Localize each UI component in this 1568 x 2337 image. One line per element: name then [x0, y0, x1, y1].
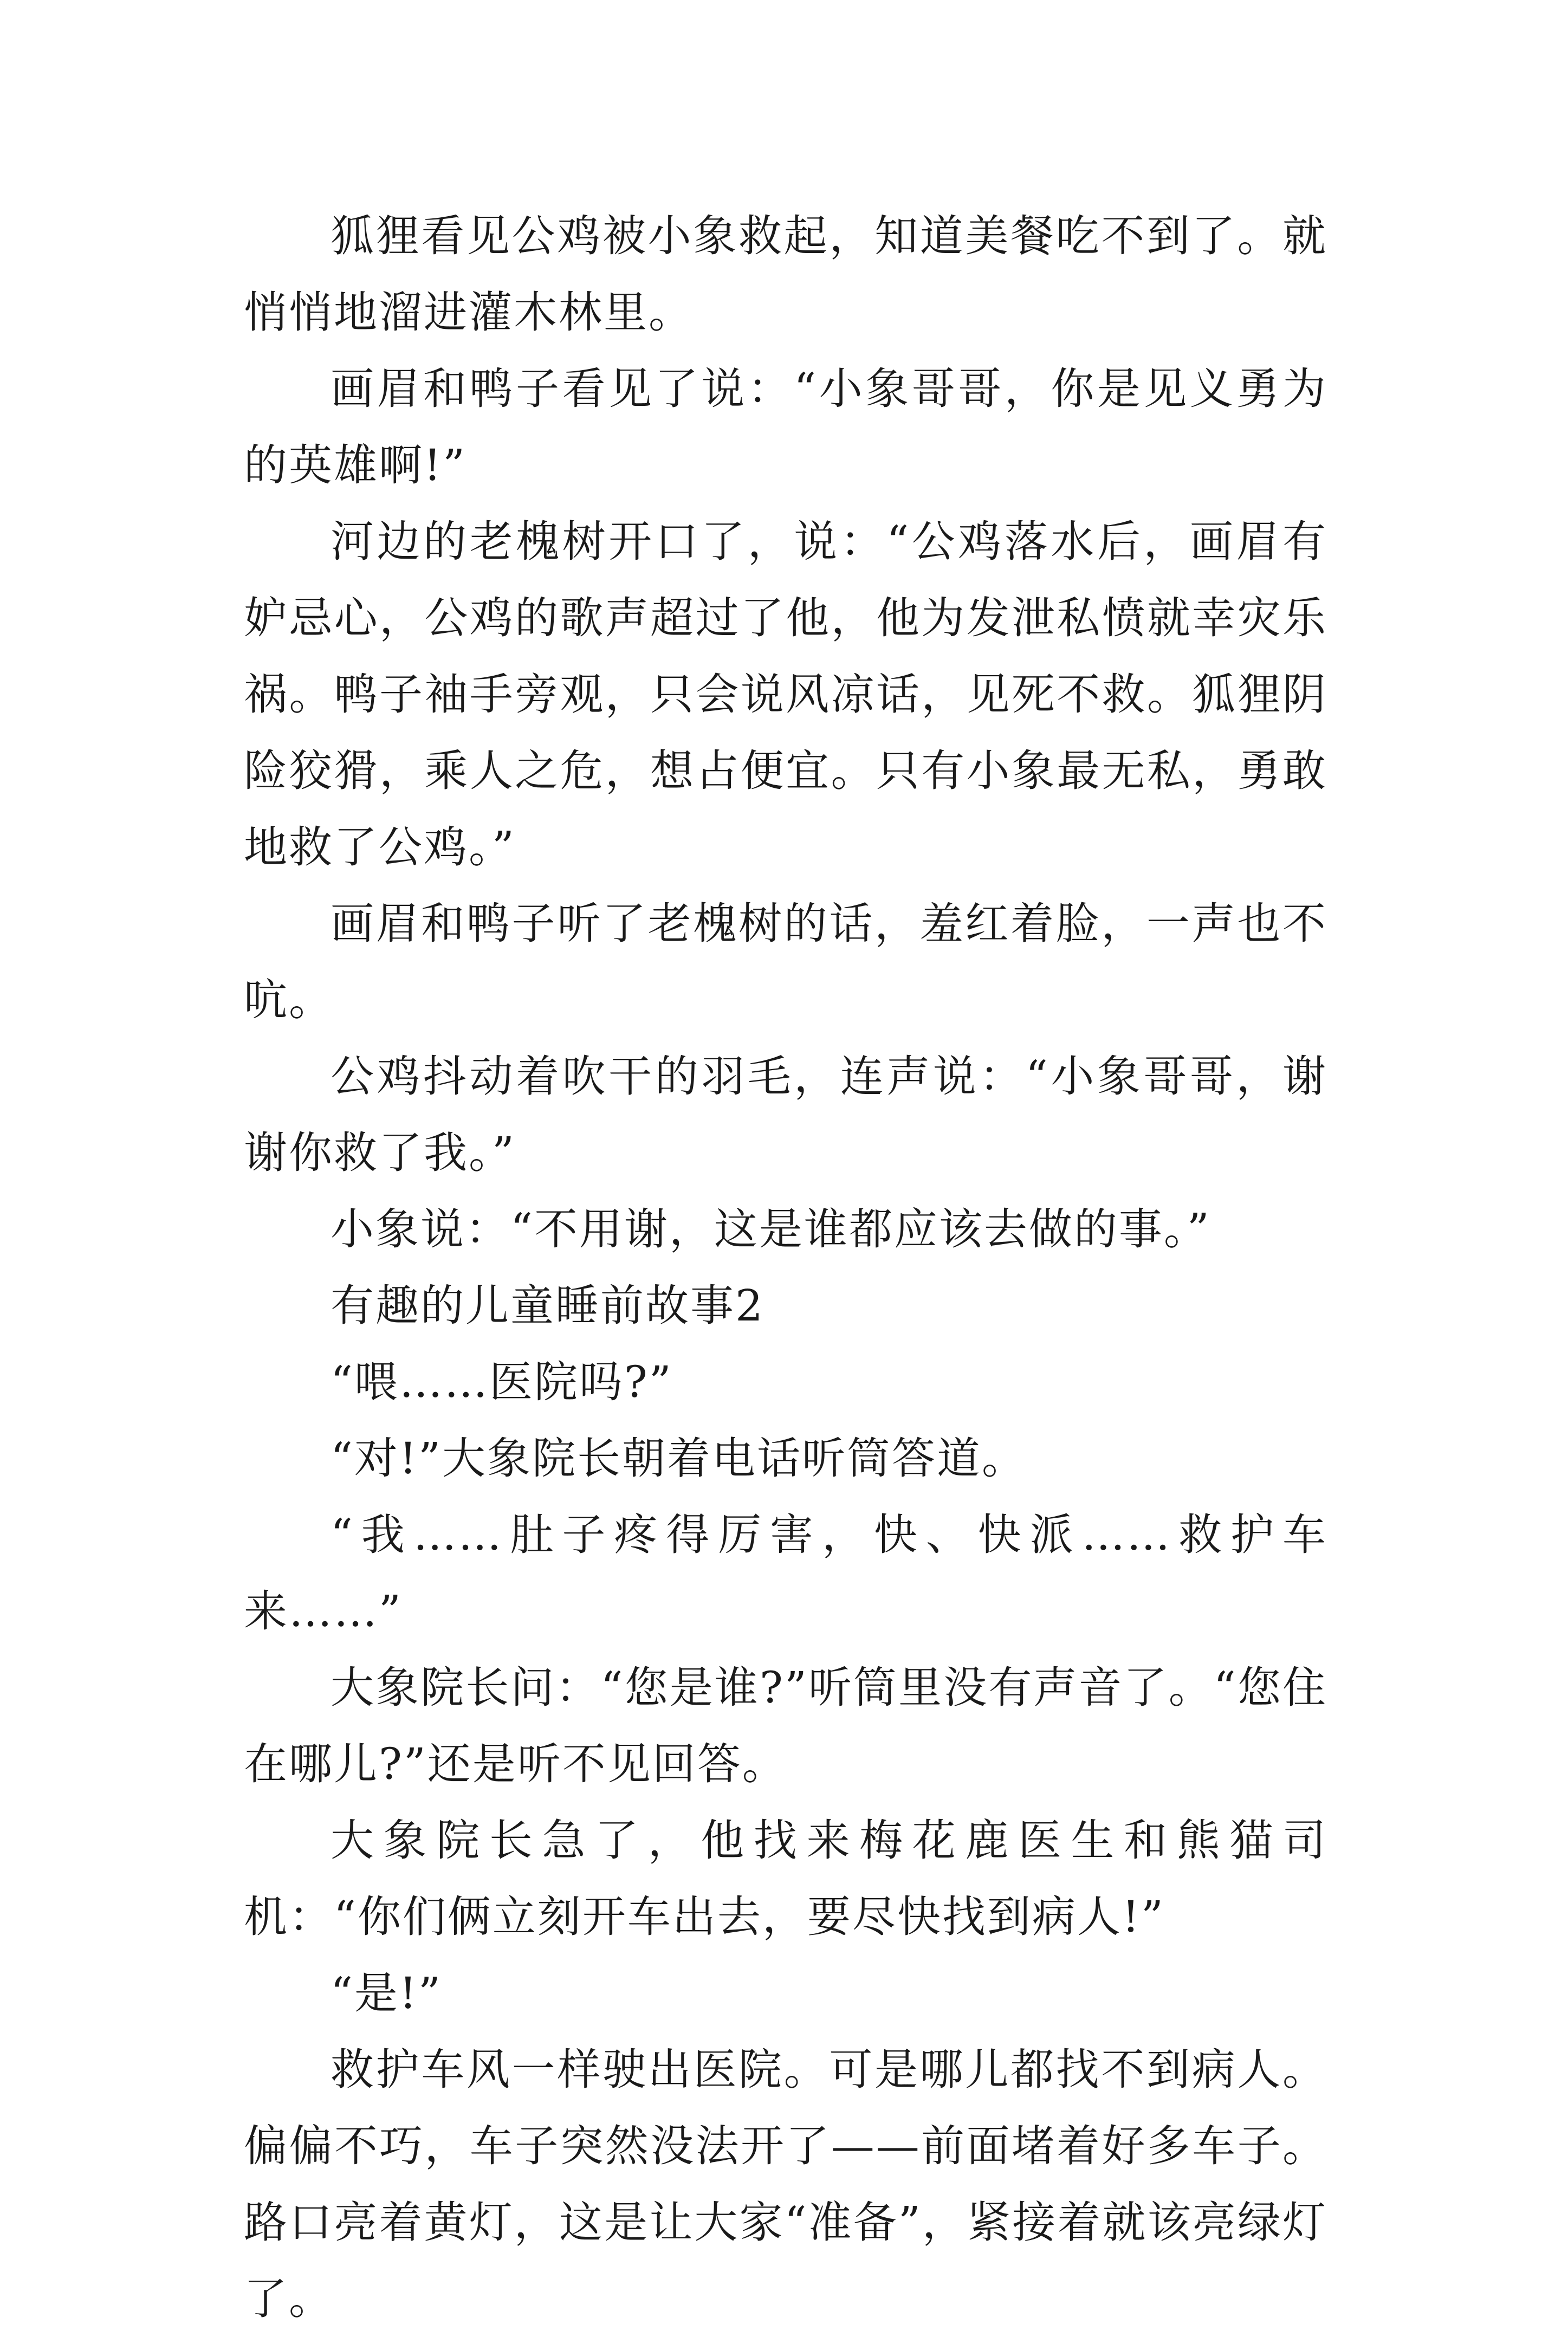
paragraph-old-tree-speaks: 河边的老槐树开口了，说：“公鸡落水后，画眉有妒忌心，公鸡的歌声超过了他，他为发泄私愤就幸灾乐祸。鸭子袖手旁观，只会说风凉话，见死不救。狐狸阴险狡猾，乘人之危，想占便宜。只有小象最无私，勇敢地救了公鸡。” — [244, 516, 1327, 872]
paragraph-rooster-thanks: 公鸡抖动着吹干的羽毛，连声说：“小象哥哥，谢谢你救了我。” — [244, 1051, 1327, 1178]
paragraph-director-asks: 大象院长问：“您是谁?”听筒里没有声音了。“您住在哪儿?”还是听不见回答。 — [244, 1662, 1327, 1789]
story-heading: 有趣的儿童睡前故事2 — [331, 1280, 764, 1331]
paragraph-elephant-replies: 小象说：“不用谢，这是谁都应该去做的事。” — [331, 1204, 1211, 1254]
document-body — [244, 198, 1327, 2337]
paragraph-thrush-duck-praise: 画眉和鸭子看见了说：“小象哥哥，你是见义勇为的英雄啊!” — [244, 364, 1327, 490]
paragraph-fox-leaves: 狐狸看见公鸡被小象救起，知道美餐吃不到了。就悄悄地溜进灌木林里。 — [244, 211, 1327, 338]
paragraph-ambulance-stuck: 救护车风一样驶出医院。可是哪儿都找不到病人。偏偏不巧，车子突然没法开了——前面堵着好多车子。路口亮着黄灯，这是让大家“准备”，紧接着就该亮绿灯了。 — [244, 2044, 1327, 2324]
paragraph-reply-yes: “是!” — [331, 1968, 442, 2018]
paragraph-caller-pain: “我……肚子疼得厉害，快、快派……救护车来……” — [244, 1510, 1327, 1636]
paragraph-phone-call: “喂……医院吗?” — [331, 1357, 673, 1407]
paragraph-director-answers: “对!”大象院长朝着电话听筒答道。 — [331, 1433, 1027, 1484]
paragraph-thrush-duck-ashamed: 画眉和鸭子听了老槐树的话，羞红着脸，一声也不吭。 — [244, 898, 1327, 1025]
paragraph-director-sends-team: 大象院长急了，他找来梅花鹿医生和熊猫司机：“你们俩立刻开车出去，要尽快找到病人!” — [244, 1815, 1327, 1942]
